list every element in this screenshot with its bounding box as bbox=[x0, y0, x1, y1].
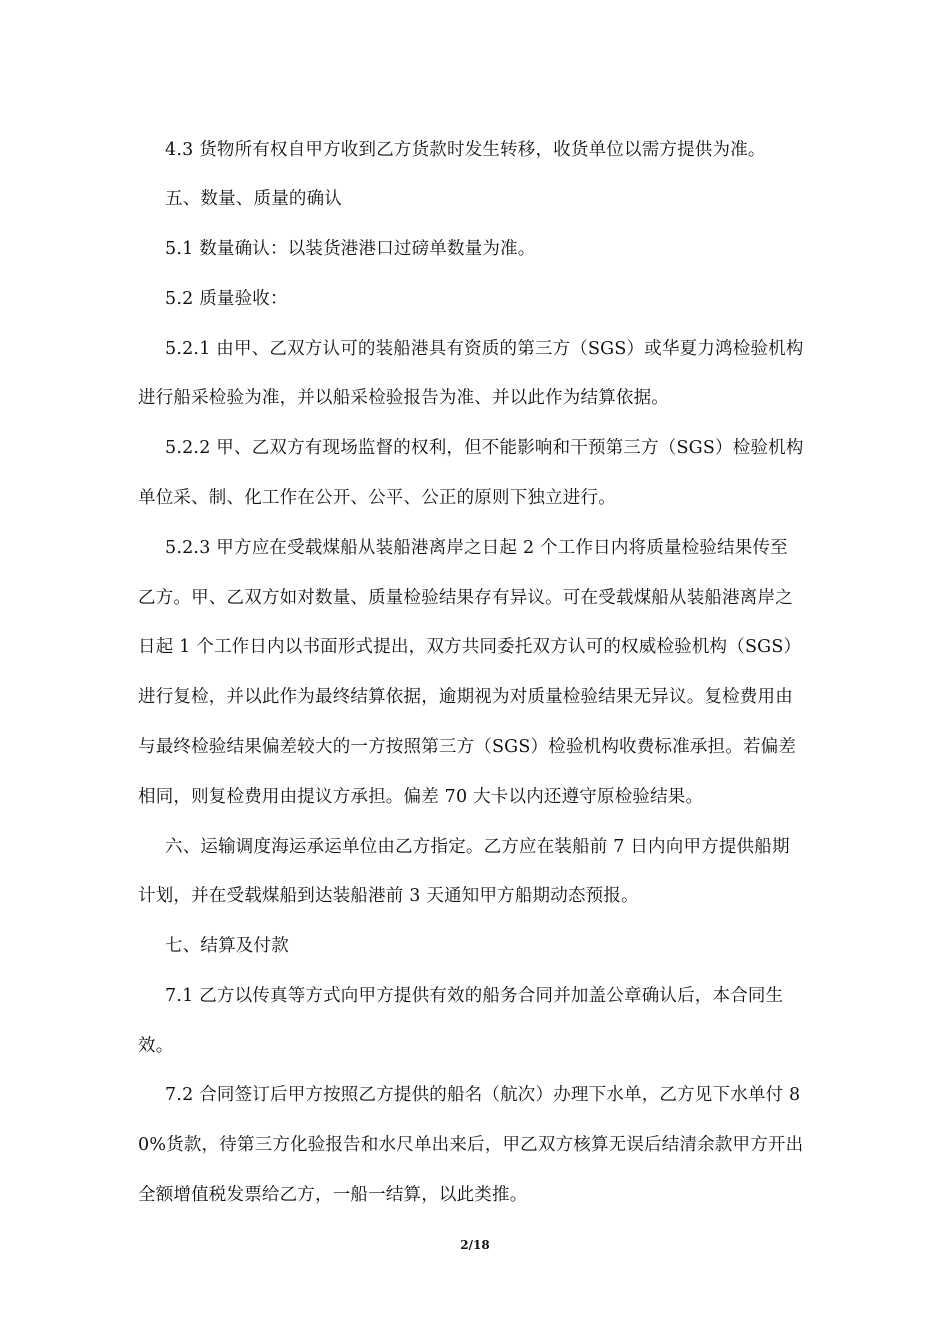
clause-7-2-line-3: 全额增值税发票给乙方，一船一结算，以此类推。 bbox=[138, 1185, 528, 1205]
clause-5-2-3-line-5: 与最终检验结果偏差较大的一方按照第三方（SGS）检验机构收费标准承担。若偏差 bbox=[138, 737, 797, 757]
section-7-heading: 七、结算及付款 bbox=[165, 936, 289, 956]
clause-5-2-1-line-1: 5.2.1 由甲、乙双方认可的装船港具有资质的第三方（SGS）或华夏力鸿检验机构 bbox=[165, 339, 804, 359]
clause-5-2-3-line-6: 相同，则复检费用由提议方承担。偏差 70 大卡以内还遵守原检验结果。 bbox=[138, 787, 704, 807]
clause-7-2-line-2: 0%货款，待第三方化验报告和水尺单出来后，甲乙双方核算无误后结清余款甲方开出 bbox=[138, 1135, 804, 1155]
clause-5-2-3-line-1: 5.2.3 甲方应在受载煤船从装船港离岸之日起 2 个工作日内将质量检验结果传至 bbox=[165, 538, 788, 558]
clause-4-3: 4.3 货物所有权自甲方收到乙方货款时发生转移，收货单位以需方提供为准。 bbox=[165, 140, 766, 160]
section-6-line-2: 计划，并在受载煤船到达装船港前 3 天通知甲方船期动态预报。 bbox=[138, 886, 639, 906]
clause-7-1-line-1: 7.1 乙方以传真等方式向甲方提供有效的船务合同并加盖公章确认后，本合同生 bbox=[165, 986, 784, 1006]
clause-5-2-2-line-2: 单位采、制、化工作在公开、公平、公正的原则下独立进行。 bbox=[138, 488, 616, 508]
clause-5-2: 5.2 质量验收： bbox=[165, 289, 288, 309]
clause-5-2-3-line-3: 日起 1 个工作日内以书面形式提出，双方共同委托双方认可的权威检验机构（SGS） bbox=[138, 637, 802, 657]
section-5-heading: 五、数量、质量的确认 bbox=[165, 189, 342, 209]
section-6-line-1: 六、运输调度海运承运单位由乙方指定。乙方应在装船前 7 日内向甲方提供船期 bbox=[165, 837, 790, 857]
page-number: 2/18 bbox=[460, 1238, 490, 1252]
clause-5-1: 5.1 数量确认：以装货港港口过磅单数量为准。 bbox=[165, 239, 536, 259]
clause-5-2-2-line-1: 5.2.2 甲、乙双方有现场监督的权利，但不能影响和干预第三方（SGS）检验机构 bbox=[165, 438, 804, 458]
clause-7-1-line-2: 效。 bbox=[138, 1036, 174, 1056]
clause-5-2-1-line-2: 进行船采检验为准，并以船采检验报告为准、并以此作为结算依据。 bbox=[138, 388, 669, 408]
clause-5-2-3-line-2: 乙方。甲、乙双方如对数量、质量检验结果存有异议。可在受载煤船从装船港离岸之 bbox=[138, 588, 793, 608]
clause-5-2-3-line-4: 进行复检，并以此作为最终结算依据，逾期视为对质量检验结果无异议。复检费用由 bbox=[138, 687, 793, 707]
clause-7-2-line-1: 7.2 合同签订后甲方按照乙方提供的船名（航次）办理下水单，乙方见下水单付 8 bbox=[165, 1085, 801, 1105]
